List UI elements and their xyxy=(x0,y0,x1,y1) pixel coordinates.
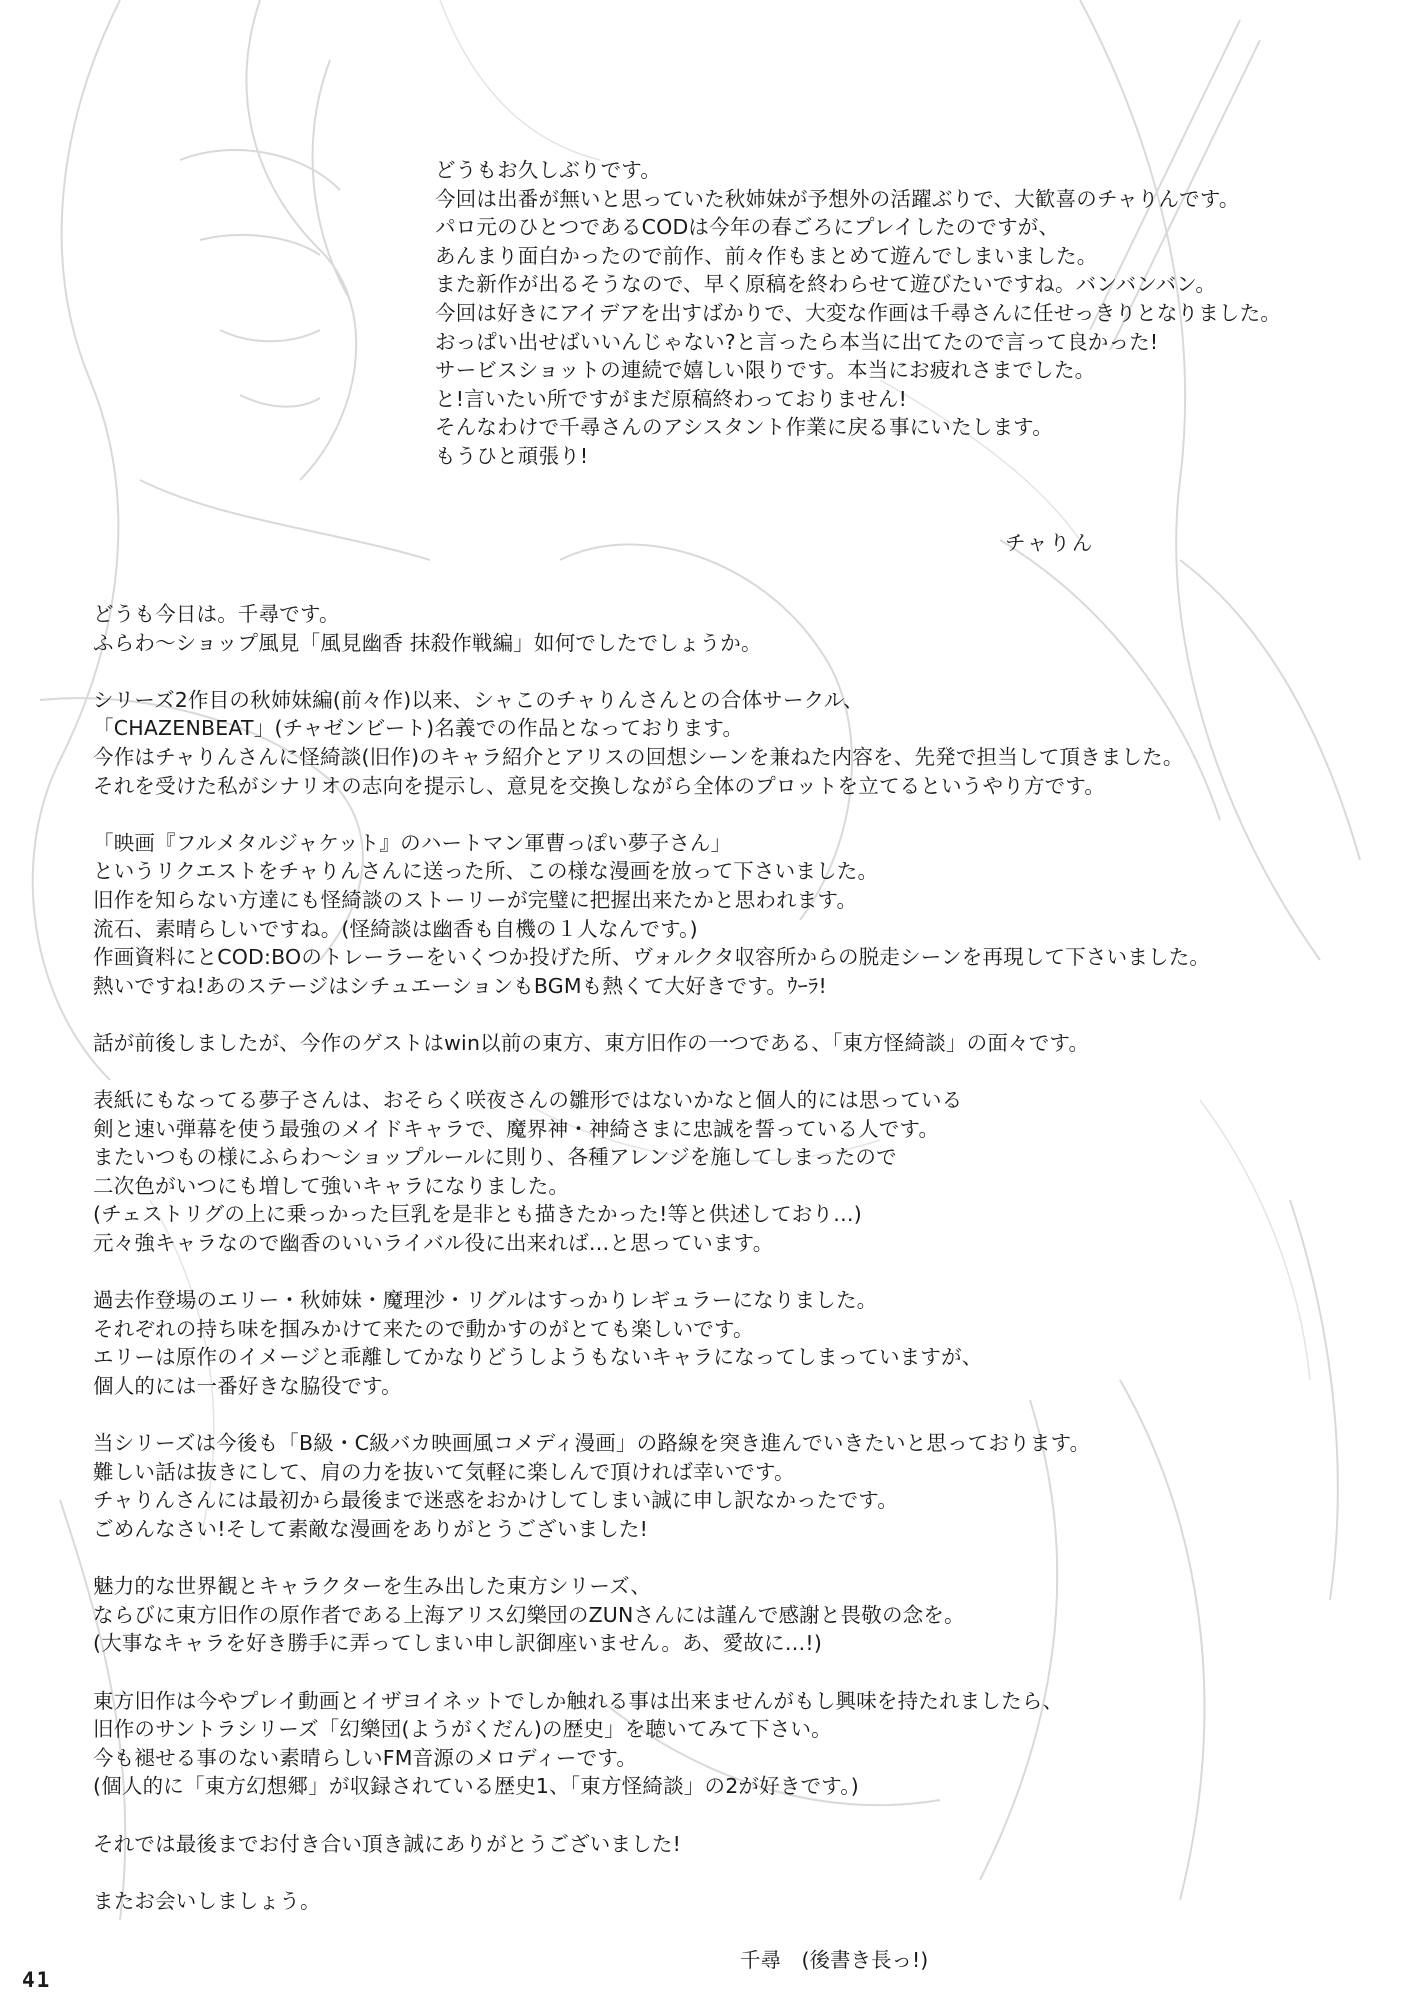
text-line: おっぱい出せばいいんじゃない?と言ったら本当に出てたので言って良かった! xyxy=(435,329,1159,354)
text-line: 旧作のサントラシリーズ「幻樂団(ようがくだん)の歴史」を聴いてみて下さい。 xyxy=(93,1717,832,1742)
signature-charin: チャりん xyxy=(1005,531,1095,555)
text-line: あんまり面白かったので前作、前々作もまとめて遊んでしまいました。 xyxy=(435,243,1098,268)
text-line: 流石、素晴らしいですね。(怪綺談は幽香も自機の１人なんです。) xyxy=(93,916,698,941)
text-line: ならびに東方旧作の原作者である上海アリス幻樂団のZUNさんには謹んで感謝と畏敬の念を。 xyxy=(93,1602,965,1627)
text-line: またいつもの様にふらわ～ショップルールに則り、各種アレンジを施してしまったので xyxy=(93,1145,897,1170)
text-line: どうも今日は。千尋です。 xyxy=(93,602,340,626)
text-line: エリーは原作のイメージと乖離してかなりどうしようもないキャラになってしまっていますが、 xyxy=(93,1345,983,1370)
text-line: またお会いしましょう。 xyxy=(93,1888,321,1913)
text-line: 二次色がいつにも増して強いキャラになりました。 xyxy=(93,1173,570,1198)
text-line: 過去作登場のエリー・秋姉妹・魔理沙・リグルはすっかりレギュラーになりました。 xyxy=(93,1288,878,1313)
text-line: 難しい話は抜きにして、肩の力を抜いて気軽に楽しんで頂ければ幸いです。 xyxy=(93,1459,795,1484)
text-line: シリーズ2作目の秋姉妹編(前々作)以来、シャこのチャりんさんとの合体サークル、 xyxy=(93,687,864,712)
text-line: どうもお久しぶりです。 xyxy=(435,158,662,182)
text-line: パロ元のひとつであるCODは今年の春ごろにプレイしたのですが、 xyxy=(435,215,1060,240)
text-line: 当シリーズは今後も「B級・C級バカ映画風コメディ漫画」の路線を突き進んでいきたいと思っております。 xyxy=(93,1431,1091,1456)
text-line: それを受けた私がシナリオの志向を提示し、意見を交換しながら全体のプロットを立てるというやり方です。 xyxy=(93,773,1106,798)
text-line: ふらわ～ショップ風見「風見幽香 抹殺作戦編」如何でしたでしょうか。 xyxy=(93,630,762,655)
text-line: サービスショットの連続で嬉しい限りです。本当にお疲れさまでした。 xyxy=(435,358,1096,383)
text-line: 今回は好きにアイデアを出すばかりで、大変な作画は千尋さんに任せっきりとなりました。 xyxy=(435,300,1282,325)
text-line: 話が前後しましたが、今作のゲストはwin以前の東方、東方旧作の一つである、「東方怪綺談」の面々です。 xyxy=(93,1030,1090,1055)
afterword-chihiro xyxy=(93,600,1210,1915)
text-line: 今も褪せる事のない素晴らしいFM音源のメロディーです。 xyxy=(93,1745,638,1770)
text-line: そんなわけで千尋さんのアシスタント作業に戻る事にいたします。 xyxy=(435,415,1053,440)
text-line: 作画資料にとCOD:BOのトレーラーをいくつか投げた所、ヴォルクタ収容所からの脱走シーンを再現して下さいました。 xyxy=(93,945,1211,970)
signature-chihiro: 千尋 (後書き長っ!) xyxy=(740,1948,929,1972)
text-line: (大事なキャラを好き勝手に弄ってしまい申し訳御座いません。あ、愛故に…!) xyxy=(93,1631,823,1656)
text-line: もうひと頑張り! xyxy=(435,443,589,468)
text-line: (チェストリグの上に乗っかった巨乳を是非とも描きたかった!等と供述しており…) xyxy=(93,1202,862,1227)
text-line: 東方旧作は今やプレイ動画とイザヨイネットでしか触れる事は出来ませんがもし興味を持たれましたら、 xyxy=(93,1688,1064,1713)
text-line: それぞれの持ち味を掴みかけて来たので動かすのがとても楽しいです。 xyxy=(93,1316,754,1341)
text-line: 元々強キャラなので幽香のいいライバル役に出来れば…と思っています。 xyxy=(93,1231,774,1256)
text-line: 剣と速い弾幕を使う最強のメイドキャラで、魔界神・神綺さまに忠誠を誓っている人です。 xyxy=(93,1116,940,1141)
text-line: というリクエストをチャりんさんに送った所、この様な漫画を放って下さいました。 xyxy=(93,859,879,884)
text-line: チャりんさんには最初から最後まで迷惑をおかけしてしまい誠に申し訳なかったです。 xyxy=(93,1488,899,1513)
text-line: と!言いたい所ですがまだ原稿終わっておりません! xyxy=(435,386,908,411)
afterword-charin xyxy=(435,156,1281,471)
text-line: 熱いですね!あのステージはシチュエーションもBGMも熱くて大好きです。ｳｰﾗ! xyxy=(93,973,827,998)
text-line: 「映画『フルメタルジャケット』のハートマン軍曹っぽい夢子さん」 xyxy=(93,830,732,855)
text-line: 今回は出番が無いと思っていた秋姉妹が予想外の活躍ぶりで、大歓喜のチャりんです。 xyxy=(435,186,1240,211)
text-line: (個人的に「東方幻想郷」が収録されている歴史1、「東方怪綺談」の2が好きです。) xyxy=(93,1774,859,1799)
text-line: 「CHAZENBEAT」(チャゼンビート)名義での作品となっております。 xyxy=(93,716,744,741)
text-line: 個人的には一番好きな脇役です。 xyxy=(93,1374,402,1399)
text-line: それでは最後までお付き合い頂き誠にありがとうございました! xyxy=(93,1831,682,1856)
text-line: また新作が出るそうなので、早く原稿を終わらせて遊びたいですね。バンバンバン。 xyxy=(435,272,1217,297)
text-line: 魅力的な世界観とキャラクターを生み出した東方シリーズ、 xyxy=(93,1574,652,1599)
text-line: 表紙にもなってる夢子さんは、おそらく咲夜さんの雛形ではないかなと個人的には思っている xyxy=(93,1088,963,1113)
page-number: 41 xyxy=(22,1968,52,1992)
text-line: 旧作を知らない方達にも怪綺談のストーリーが完璧に把握出来たかと思われます。 xyxy=(93,887,858,912)
text-line: ごめんなさい!そして素敵な漫画をありがとうございました! xyxy=(93,1517,649,1541)
text-line: 今作はチャりんさんに怪綺談(旧作)のキャラ紹介とアリスの回想シーンを兼ねた内容を、先発で担当して頂きました。 xyxy=(93,744,1184,769)
